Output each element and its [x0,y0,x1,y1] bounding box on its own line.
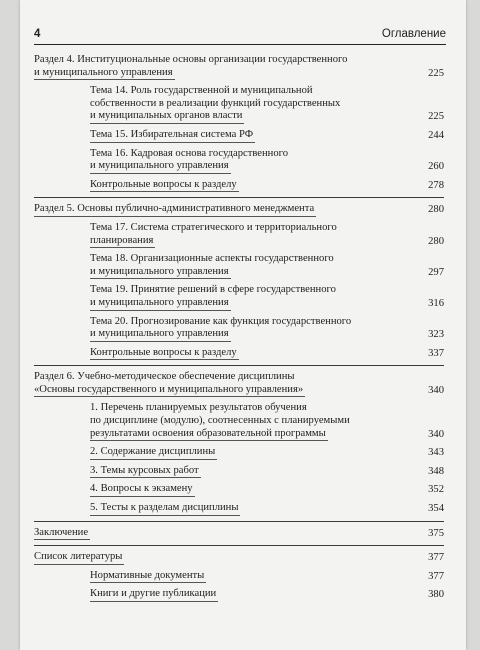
toc-entry-line: Тема 16. Кадровая основа государственного [90,147,288,159]
toc-entry-title [34,551,444,565]
toc-entry-line: Раздел 4. Институциональные основы организации государственного [34,54,348,65]
toc-page-number: 380 [428,589,444,601]
page-number: 4 [34,28,41,40]
toc-page-number: 377 [428,570,444,582]
toc-subentry [90,179,444,193]
toc-page-number: 244 [428,129,444,141]
toc-entry-line: 3. Темы курсовых работ [90,465,201,479]
toc-subentry [90,316,444,342]
toc-entry-line: Тема 20. Прогнозирование как функция государственного [90,315,352,327]
toc-entry-title [90,402,444,441]
toc-entry-title [90,570,444,584]
toc-page-number: 297 [428,266,444,278]
toc-subentry [90,502,444,516]
toc-page-number: 340 [428,428,444,440]
toc-entry-title [34,527,444,541]
toc-entry-line: и муниципального управления [90,328,231,342]
toc-section-heading [34,527,444,541]
toc-entry-line: и муниципальных органов власти [90,110,244,124]
toc-entry-line: 1. Перечень планируемых результатов обучения [90,402,307,414]
toc-page-number: 354 [428,503,444,515]
toc-subentry [90,570,444,584]
toc-page-number: 343 [428,447,444,459]
toc-subentry [90,588,444,602]
book-page [20,0,466,650]
toc-entry-title [90,129,444,143]
toc-entry-line: Тема 19. Принятие решений в сфере государственного [90,284,336,296]
toc-subentry [90,129,444,143]
toc-page-number: 352 [428,484,444,496]
toc-page-number: 348 [428,465,444,477]
toc-section-heading [34,371,444,397]
toc-subentry [90,85,444,124]
toc-entry-title [90,347,444,361]
toc-page-number: 278 [428,179,444,191]
toc-subentry [90,465,444,479]
toc-entry-line: и муниципального управления [90,266,231,280]
toc-entry-line: 5. Тесты к разделам дисциплины [90,502,240,516]
toc-section-heading [34,203,444,217]
toc-page-number: 375 [428,527,444,539]
page-header [34,28,446,45]
toc-entry-title [90,316,444,342]
toc-entry-title [34,203,444,217]
toc-entry-line: Книги и другие публикации [90,588,218,602]
toc-entry-line: Тема 18. Организационные аспекты государственного [90,253,334,265]
toc-entry-line: Нормативные документы [90,570,206,584]
toc-entry-line: 2. Содержание дисциплины [90,446,217,460]
toc-entry-line: Тема 14. Роль государственной и муниципальной [90,85,313,97]
toc-page-number: 280 [428,235,444,247]
toc-entry-line: Заключение [34,527,90,541]
toc-entry-line: и муниципального управления [34,67,175,81]
toc-section [34,545,444,602]
toc-page-number: 225 [428,111,444,123]
toc-entry-title [90,85,444,124]
toc-entry-title [90,446,444,460]
toc-section [34,197,444,360]
toc-entry-line: и муниципального управления [90,297,231,311]
toc-subentry [90,253,444,279]
toc-entry-title [90,483,444,497]
toc-entry-line: «Основы государственного и муниципального управления» [34,384,305,398]
toc-entry-line: Раздел 5. Основы публично-административного менеджмента [34,203,316,217]
toc-page-number: 340 [428,384,444,396]
toc-entry-title [34,54,444,80]
toc-page-number: 260 [428,161,444,173]
toc-entry-line: результатами освоения образовательной программы [90,428,328,442]
toc-entry-title [90,148,444,174]
table-of-contents [34,54,444,607]
toc-section-heading [34,551,444,565]
toc-page-number: 316 [428,297,444,309]
toc-entry-title [90,284,444,310]
toc-entry-line: Список литературы [34,551,124,565]
toc-page-number: 323 [428,329,444,341]
toc-entry-line: Тема 15. Избирательная система РФ [90,129,255,143]
toc-entry-line: планирования [90,235,155,249]
toc-entry-title [90,502,444,516]
toc-entry-line: и муниципального управления [90,160,231,174]
toc-entry-line: Контрольные вопросы к разделу [90,347,239,361]
toc-subentry [90,402,444,441]
toc-page-number: 337 [428,347,444,359]
toc-subentry [90,222,444,248]
toc-entry-line: 4. Вопросы к экзамену [90,483,195,497]
toc-subentry [90,446,444,460]
toc-entry-title [90,222,444,248]
toc-entry-line: Тема 17. Система стратегического и территориального [90,221,337,233]
toc-page-number: 377 [428,552,444,564]
toc-section [34,365,444,515]
toc-entry-title [90,253,444,279]
toc-section [34,54,444,192]
toc-subentry [90,483,444,497]
toc-entry-line: собственности в реализации функций государственных [90,97,341,109]
toc-entry-line: Раздел 6. Учебно-методическое обеспечение дисциплины [34,371,295,383]
toc-subentry [90,347,444,361]
toc-entry-title [34,371,444,397]
toc-entry-title [90,588,444,602]
toc-entry-line: по дисциплине (модулю), соотнесенных с планируемыми [90,415,350,427]
toc-subentry [90,148,444,174]
toc-section [34,521,444,541]
toc-entry-title [90,465,444,479]
toc-entry-line: Контрольные вопросы к разделу [90,179,239,193]
running-title: Оглавление [381,28,446,40]
toc-page-number: 225 [428,67,444,79]
toc-subentry [90,284,444,310]
toc-entry-title [90,179,444,193]
toc-page-number: 280 [428,204,444,216]
toc-section-heading [34,54,444,80]
